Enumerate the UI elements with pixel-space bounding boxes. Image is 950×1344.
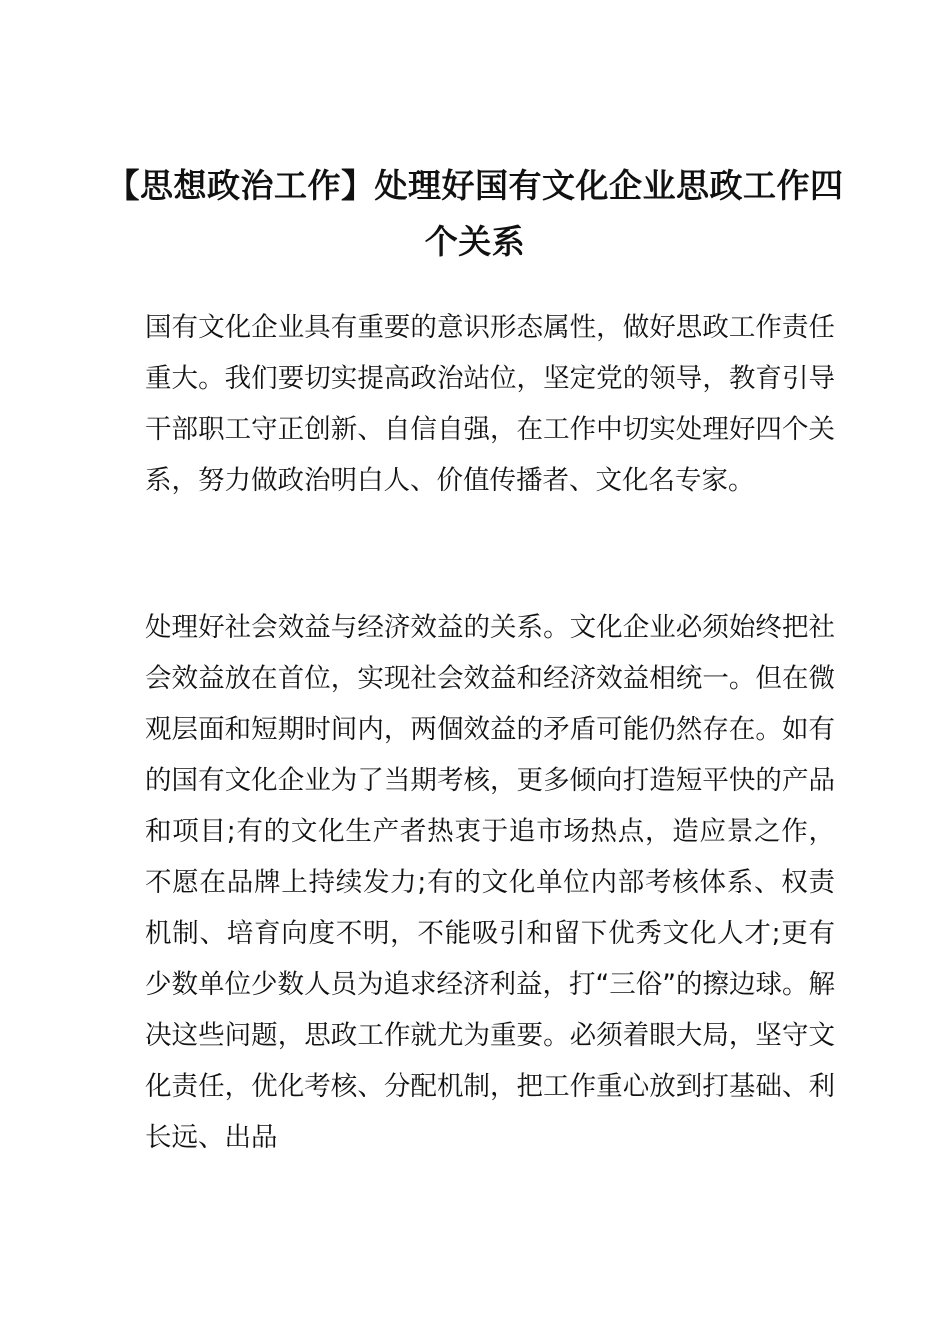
- paragraph-intro: 国有文化企业具有重要的意识形态属性，做好思政工作责任重大。我们要切实提高政治站位，坚定党的领导，教育引导干部职工守正创新、自信自强，在工作中切实处理好四个关系，努力做政治明白人、价值传播者、文化名专家。: [145, 312, 835, 496]
- paragraph-social-economic-benefits: 处理好社会效益与经济效益的关系。文化企业必须始终把社会效益放在首位，实现社会效益和经济效益相统一。但在微观层面和短期时间内，两個效益的矛盾可能仍然存在。如有的国有文化企业为了当期考核，更多倾向打造短平快的产品和项目;有的文化生产者热衷于追市场热点，造应景之作，不愿在品牌上持续发力;有的文化单位内部考核体系、权责机制、培育向度不明，不能吸引和留下优秀文化人才;更有少数单位少数人员为追求经济利益，打“三俗”的擦边球。解决这些问题，思政工作就尤为重要。必须着眼大局，坚守文化责任，优化考核、分配机制，把工作重心放到打基础、利长远、出品: [145, 612, 835, 1153]
- document-title: 【思想政治工作】处理好国有文化企业思政工作四个关系: [106, 166, 844, 261]
